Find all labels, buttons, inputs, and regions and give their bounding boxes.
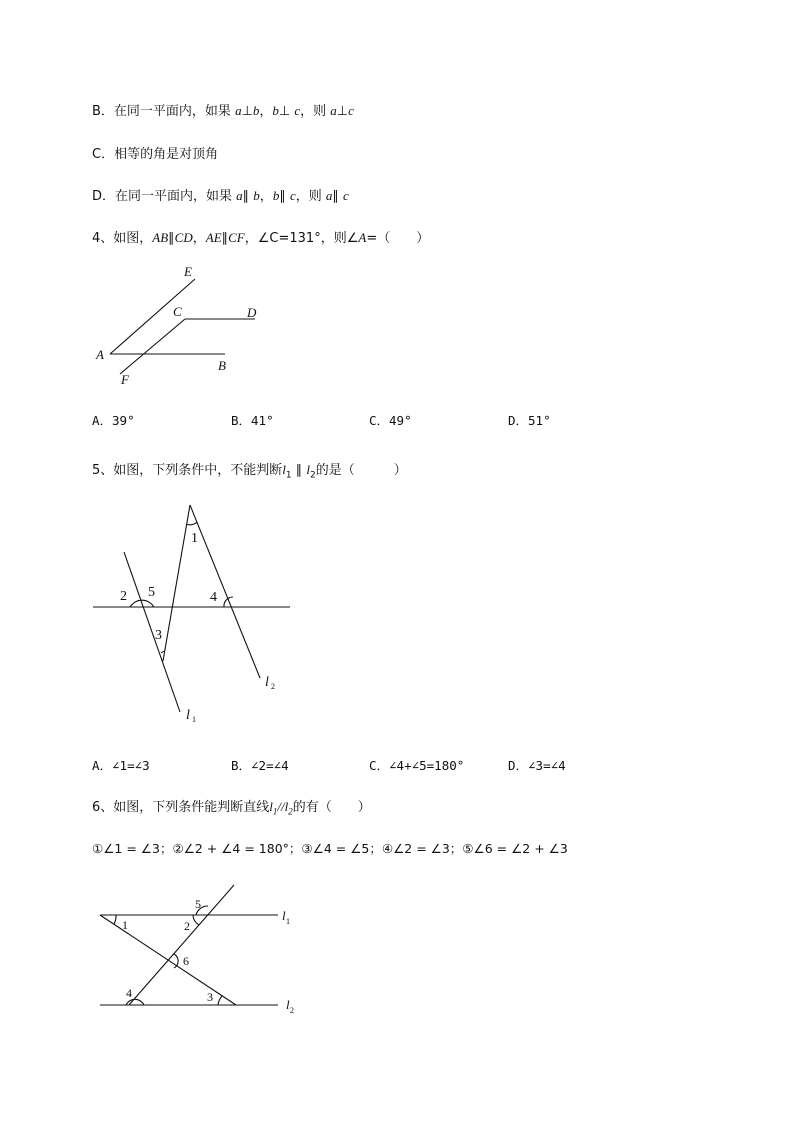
q6-conditions: ①∠1 = ∠3；②∠2 + ∠4 = 180°；③∠4 = ∠5；④∠2 = ∠3；⑤∠6 = ∠2 + ∠3 <box>92 841 568 856</box>
q4-line-cf <box>120 319 185 374</box>
q6-stem <box>92 796 371 817</box>
q5-cross-line <box>163 505 190 661</box>
q4-label-d: D <box>247 305 257 320</box>
q4-angle-value: =131°，则∠ <box>278 231 359 246</box>
q3-d-var-b2: b <box>272 188 280 203</box>
q6-par: // <box>277 799 285 814</box>
q3-b-var-b2: b <box>272 103 279 118</box>
q3-option-b <box>92 100 354 119</box>
q6-label-1: 1 <box>122 918 128 932</box>
q4-label-a: A <box>96 347 104 362</box>
q3-b-then: ，则 <box>300 104 331 119</box>
q3-option-d <box>92 185 349 204</box>
q5-label-l1-sub: 1 <box>192 715 196 724</box>
q5-prefix: 5、如图，下列条件中，不能判断 <box>92 463 283 478</box>
q5-stem <box>92 459 407 481</box>
q5-figure <box>90 500 300 730</box>
q5-label-l2: l <box>265 675 269 690</box>
q6-prefix: 6、如图，下列条件能判断直线 <box>92 800 270 815</box>
q5-label-1: 1 <box>191 531 198 546</box>
q4-seg-cf: CF <box>228 230 245 245</box>
q3-b-perp-3: ⊥ <box>336 104 349 119</box>
q5-sub-2: 2 <box>310 470 316 481</box>
q3-d-par-3: ∥ <box>332 189 344 204</box>
q4-line-ae <box>110 279 195 354</box>
q6-label-3: 3 <box>207 990 213 1004</box>
q5-label-2: 2 <box>120 589 127 604</box>
q5-end: 的是（ ） <box>315 463 407 478</box>
q4-prefix: 4、如图， <box>92 231 153 246</box>
q6-end: 的有（ ） <box>292 800 371 815</box>
q3-b-perp-2: ⊥ <box>278 104 295 119</box>
q3-option-c: C．相等的角是对顶角 <box>92 147 219 162</box>
q6-sub-1: 1 <box>272 806 278 817</box>
q3-b-text: B．在同一平面内，如果 <box>92 104 236 119</box>
q5-par: ∥ <box>291 463 307 478</box>
q4-label-e: E <box>184 264 192 279</box>
q3-d-var-a2: a <box>325 188 333 203</box>
q4-sep: ， <box>192 231 206 246</box>
q5-option-b: B．∠2=∠4 <box>231 758 289 773</box>
q5-sub-1: 1 <box>285 470 292 481</box>
q5-label-4: 4 <box>210 590 217 605</box>
q4-figure <box>90 262 270 392</box>
q4-end: =（ ） <box>366 231 430 246</box>
q5-line-l2 <box>190 505 260 678</box>
q4-option-c: C．49° <box>369 413 412 428</box>
q4-option-a: A．39° <box>92 413 135 428</box>
q6-arc-3 <box>218 996 222 1005</box>
q3-d-par-2: ∥ <box>279 189 290 204</box>
q5-label-l2-sub: 2 <box>271 682 275 691</box>
q3-b-var-a2: a <box>330 103 337 118</box>
q3-d-var-b: b <box>253 188 260 203</box>
q5-label-5: 5 <box>148 585 155 600</box>
q6-label-6: 6 <box>183 954 189 968</box>
q6-label-5: 5 <box>195 897 201 911</box>
q4-label-b: B <box>218 358 226 373</box>
q3-b-var-c: c <box>294 103 301 118</box>
q6-label-l1: l <box>282 908 286 923</box>
q4-var-a: A <box>358 230 367 245</box>
q6-label-l1-sub: 1 <box>286 917 290 926</box>
q4-seg-ab: AB <box>152 230 169 245</box>
q6-var-l1: l <box>269 799 273 814</box>
q3-d-text: D．在同一平面内，如果 <box>92 189 237 204</box>
q4-par-1: ∥ <box>168 231 175 246</box>
q6-label-l2: l <box>286 997 290 1012</box>
q5-var-l2: l <box>306 462 311 477</box>
q5-option-d: D．∠3=∠4 <box>508 758 566 773</box>
q4-par-2: ∥ <box>221 231 229 246</box>
q3-b-var-c2: c <box>348 103 354 118</box>
q4-label-c: C <box>173 304 182 319</box>
q6-arc-4 <box>126 999 144 1005</box>
q6-arc-1 <box>114 915 116 924</box>
q3-b-var-a: a <box>235 103 242 118</box>
q3-d-par-1: ∥ <box>242 189 254 204</box>
q5-option-a: A．∠1=∠3 <box>92 758 150 773</box>
q3-d-var-c: c <box>289 188 296 203</box>
q5-line-l1 <box>124 552 180 712</box>
q6-sub-2: 2 <box>288 806 293 817</box>
q3-d-var-c2: c <box>343 188 349 203</box>
q3-b-var-b: b <box>252 103 260 118</box>
q6-var-l2: l <box>284 799 289 814</box>
q5-var-l1: l <box>282 462 286 477</box>
q5-arc-4 <box>224 597 233 607</box>
q4-option-d: D．51° <box>508 413 551 428</box>
q4-angle-c: ，∠C <box>244 231 279 246</box>
q5-arc-1 <box>186 522 197 525</box>
q4-option-b: B．41° <box>231 413 274 428</box>
q4-stem <box>92 227 429 246</box>
q6-label-4: 4 <box>126 986 132 1000</box>
q5-option-c: C．∠4+∠5=180° <box>369 758 465 773</box>
q3-b-perp-1: ⊥ <box>241 104 253 119</box>
q6-label-2: 2 <box>184 919 190 933</box>
q3-b-sep: ， <box>259 104 273 119</box>
q3-d-sep: ， <box>259 189 273 204</box>
q4-label-f: F <box>121 372 129 387</box>
q6-label-l2-sub: 2 <box>290 1006 294 1015</box>
q4-seg-cd: CD <box>174 230 193 245</box>
q3-d-var-a: a <box>236 188 243 203</box>
q4-seg-ae: AE <box>205 230 222 245</box>
q6-figure <box>96 880 316 1015</box>
q5-label-l1: l <box>186 708 190 723</box>
q3-d-then: ，则 <box>295 189 326 204</box>
q5-label-3: 3 <box>155 628 162 643</box>
q6-arc-2 <box>193 915 199 925</box>
